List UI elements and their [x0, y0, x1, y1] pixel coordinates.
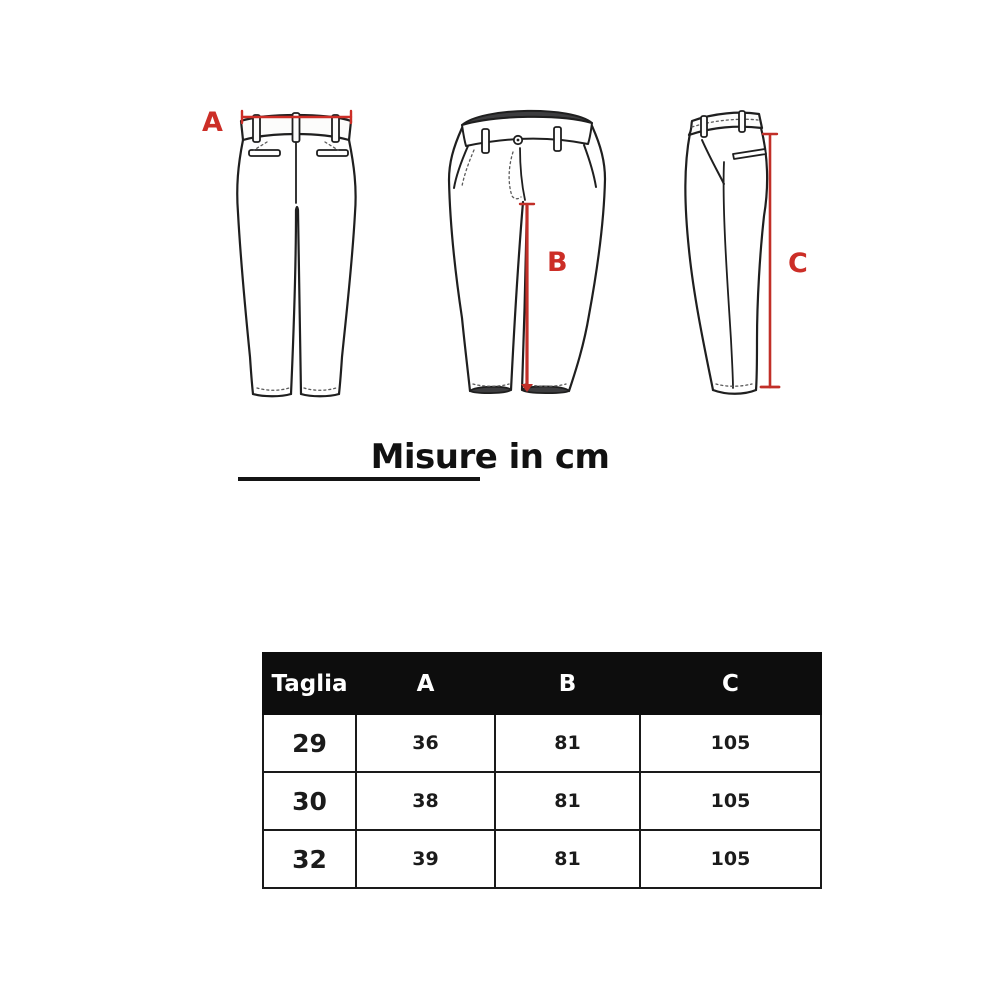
title-underline: [238, 477, 480, 481]
measurement-line-c: [761, 134, 779, 387]
size-table-header-row: [263, 653, 821, 714]
size-value: 29: [263, 714, 356, 772]
table-row: [263, 714, 821, 772]
size-table: [262, 652, 822, 889]
back-pocket-right: [317, 150, 348, 156]
page-title: Misure in cm: [370, 437, 610, 477]
measure-a-value: 36: [356, 714, 495, 772]
measure-c-value: 105: [640, 714, 821, 772]
pants-measurement-diagram: [180, 85, 840, 430]
table-row: [263, 772, 821, 830]
header-taglia: Taglia: [263, 653, 356, 714]
header-c: C: [640, 653, 821, 714]
back-pocket-left: [249, 150, 280, 156]
measure-b-value: 81: [495, 830, 640, 888]
header-a: A: [356, 653, 495, 714]
side-back-pocket: [733, 149, 766, 159]
header-b: B: [495, 653, 640, 714]
belt-loop: [253, 115, 260, 142]
measure-b-value: 81: [495, 714, 640, 772]
measurement-label-b: B: [547, 247, 568, 278]
size-value: 32: [263, 830, 356, 888]
measurement-label-c: C: [788, 248, 808, 279]
measure-c-value: 105: [640, 830, 821, 888]
measure-c-value: 105: [640, 772, 821, 830]
measurement-label-a: A: [202, 107, 223, 138]
pants-side-view-illustration: [685, 111, 767, 394]
size-value: 30: [263, 772, 356, 830]
belt-loop: [701, 116, 707, 137]
belt-loop: [554, 127, 561, 151]
measure-a-value: 38: [356, 772, 495, 830]
belt-loop: [482, 129, 489, 153]
measure-a-value: 39: [356, 830, 495, 888]
table-row: [263, 830, 821, 888]
belt-loop: [739, 111, 745, 132]
pants-back-view-illustration: [237, 113, 355, 396]
belt-loop: [332, 115, 339, 142]
measure-b-value: 81: [495, 772, 640, 830]
